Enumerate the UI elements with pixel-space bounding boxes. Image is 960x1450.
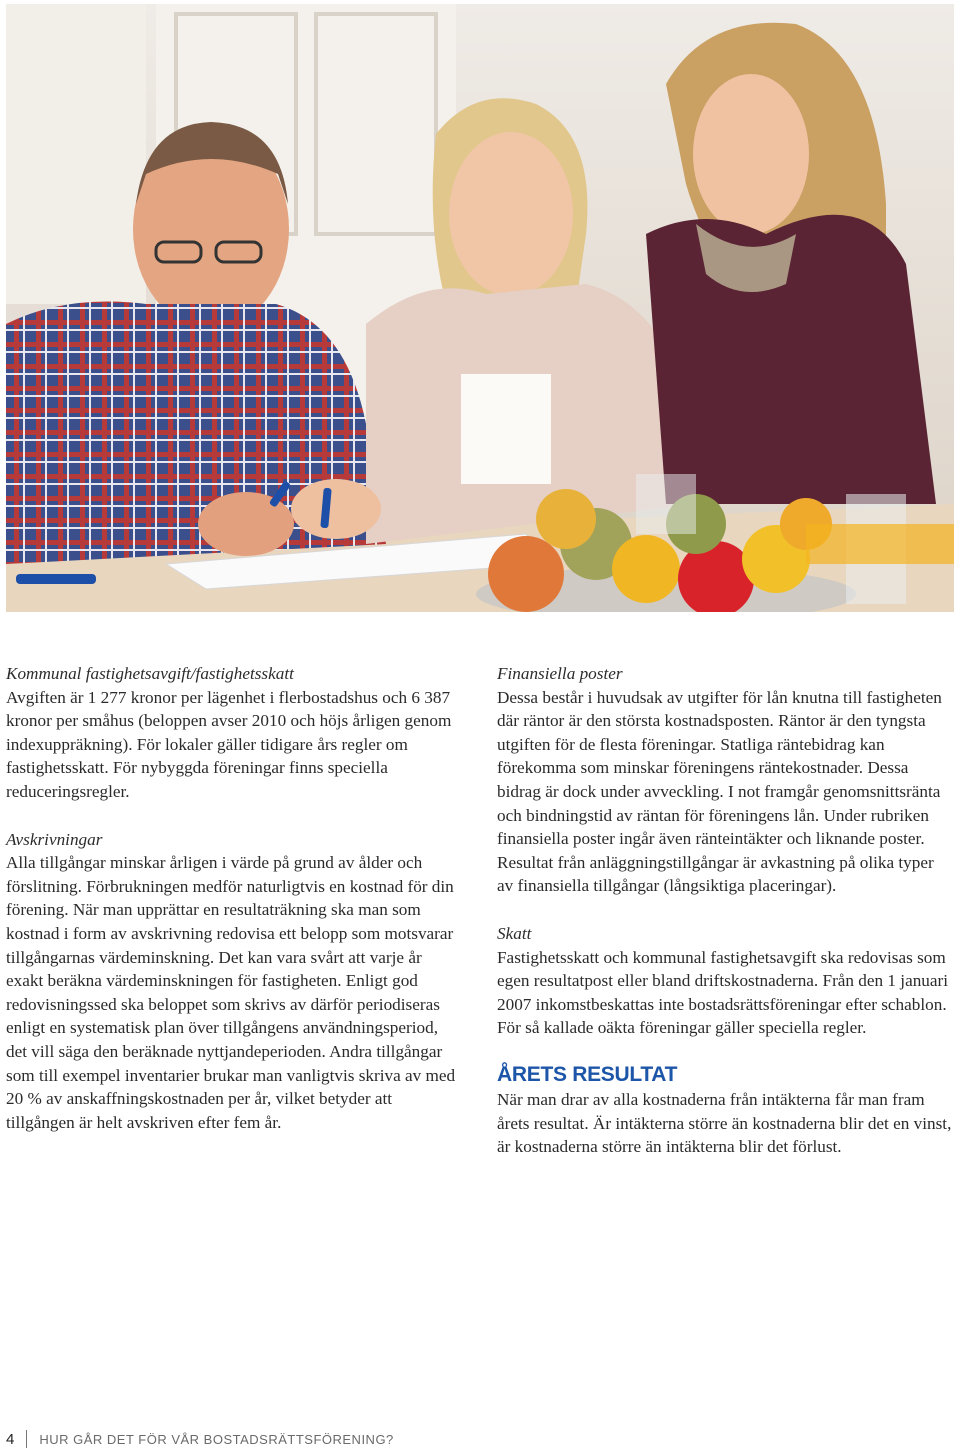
avskrivningar-subheading: Avskrivningar xyxy=(6,829,103,849)
right-column xyxy=(497,662,952,1159)
page-footer xyxy=(6,1430,394,1448)
arets-resultat-text: När man drar av alla kostnaderna från intäkterna får man fram årets resultat. Är intäkterna större än kostnaderna blir det en vinst, är kostnaderna större än intäkterna blir det förlust. xyxy=(497,1089,952,1157)
fastighetsavgift-text: Avgiften är 1 277 kronor per lägenhet i flerbostadshus och 6 387 kronor per småhus (beloppen avser 2010 och höjs årligen genom indexuppräkning). För lokaler gäller tidigare års regler om fastighetsskatt. För nybyggda föreningar finns speciella reduceringsregler. xyxy=(6,687,452,801)
fastighetsavgift-subheading: Kommunal fastighetsavgift/fastighetsskatt xyxy=(6,664,294,683)
finansiella-poster-subheading: Finansiella poster xyxy=(497,664,623,683)
hero-photo xyxy=(6,4,954,612)
arets-resultat-heading: ÅRETS RESULTAT xyxy=(497,1062,678,1086)
skatt-subheading: Skatt xyxy=(497,923,532,943)
finansiella-poster-text: Dessa består i huvudsak av utgifter för lån knutna till fastigheten där räntor är den största kostnadsposten. Räntor är den tyngsta utgiften för de flesta föreningar. Statliga räntebidrag kan förekomma som minskar föreningens räntekostnader. Dessa bidrag är dock under avveckling. I not framgår genomsnittsränta och bindningstid av räntan för föreningens lån. Under rubriken finansiella poster ingår även ränteintäkter och liknande poster. Resultat från anläggningstillgångar är avkastning på olika typer av finansiella tillgångar (långsiktiga placeringar). xyxy=(497,687,942,896)
footer-title: HUR GÅR DET FÖR VÅR BOSTADSRÄTTSFÖRENING? xyxy=(39,1431,394,1447)
avskrivningar-text: Alla tillgångar minskar årligen i värde på grund av ålder och förslitning. Förbrukningen medför naturligtvis en kostnad för din förening. När man upprättar en resultaträkning ska man som kostnad i form av avskrivning redovisa ett belopp som motsvarar tillgångarnas värdeminskning. Det kan vara svårt att varje år exakt beräkna värdeminskningen för fastigheten. Enligt god redovisningssed ska beloppet som skrivs av därför periodiseras enligt en systematisk plan över tillgångens användningsperiod, det vill säga den beräknade nyttjandeperioden. Andra tillgångar som till exempel inventarier brukar man vanligtvis skriva av med 20 % av anskaffningskostnaden per år, vilket betyder att tillgången är helt avskriven efter fem år. xyxy=(6,853,456,1132)
skatt-text: Fastighetsskatt och kommunal fastighetsavgift ska redovisas som egen resultatpost eller bland driftskostnaderna. Från den 1 januari 2007 inkomstbeskattas inte bostadsrättsföreningar efter schablon. För så kallade oäkta föreningar gäller speciella regler. xyxy=(497,947,949,1038)
left-column xyxy=(6,662,461,1134)
page-number: 4 xyxy=(6,1430,15,1448)
footer-divider xyxy=(26,1430,27,1448)
